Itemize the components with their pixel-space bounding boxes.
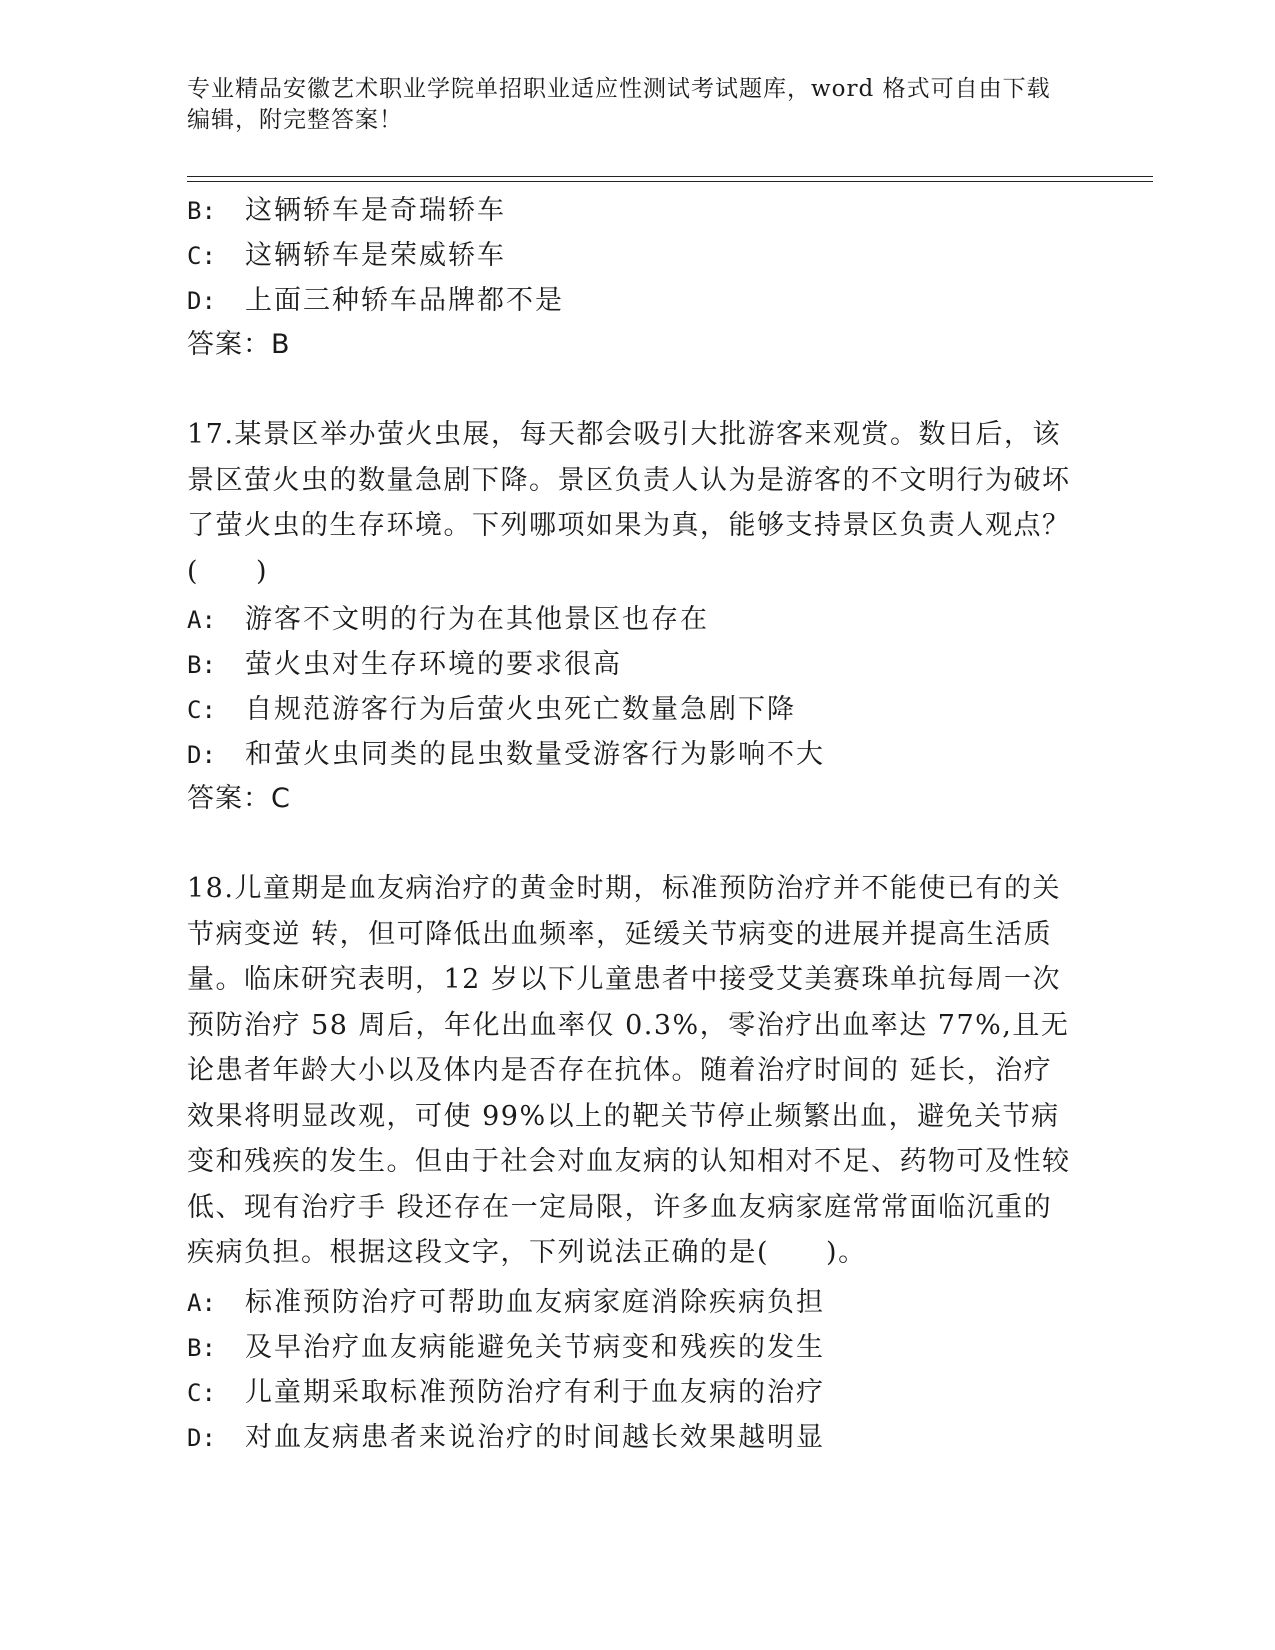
option-key: B: (187, 651, 216, 679)
option-text: 自规范游客行为后萤火虫死亡数量急剧下降 (245, 694, 796, 725)
option-key: D: (187, 287, 216, 315)
option-text: 萤火虫对生存环境的要求很高 (245, 649, 622, 680)
q17-option-d (187, 732, 825, 778)
option-key: B: (187, 1334, 216, 1362)
option-text: 及早治疗血友病能避免关节病变和残疾的发生 (245, 1332, 825, 1363)
option-key: A: (187, 606, 216, 634)
option-text: 标准预防治疗可帮助血友病家庭消除疾病负担 (245, 1287, 825, 1318)
q18-option-b (187, 1325, 825, 1371)
option-text: 这辆轿车是奇瑞轿车 (245, 195, 506, 226)
q17-option-c (187, 687, 796, 733)
option-key: C: (187, 1379, 216, 1407)
option-key: D: (187, 741, 216, 769)
option-key: C: (187, 242, 216, 270)
q17-stem: 17.某景区举办萤火虫展，每天都会吸引大批游客来观赏。数日后，该景区萤火虫的数量急剧下降。景区负责人认为是游客的不文明行为破坏了萤火虫的生存环境。下列哪项如果为真，能够支持景区负责人观点？( ) (187, 419, 1071, 587)
q16-option-b (187, 188, 506, 234)
header-rule-top (187, 176, 1153, 177)
option-text: 和萤火虫同类的昆虫数量受游客行为影响不大 (245, 739, 825, 770)
option-text: 对血友病患者来说治疗的时间越长效果越明显 (245, 1422, 825, 1453)
q18-option-d (187, 1415, 825, 1461)
header-rule-bottom (187, 181, 1153, 182)
q16-option-d (187, 278, 564, 324)
option-key: A: (187, 1289, 216, 1317)
q17-option-a (187, 597, 709, 643)
option-text: 这辆轿车是荣威轿车 (245, 240, 506, 271)
q18-option-a (187, 1280, 825, 1326)
option-key: D: (187, 1424, 216, 1452)
option-key: C: (187, 696, 216, 724)
q18-stem: 18.儿童期是血友病治疗的黄金时期，标准预防治疗并不能使已有的关节病变逆 转，但可降低出血频率，延缓关节病变的进展并提高生活质量。临床研究表明，12 岁以下儿童患者中接受艾美赛珠单抗每周一次预防治疗 58 周后，年化出血率仅 0.3%，零治疗出血率达 77%,且无论患者年龄大小以及体内是否存在抗体。随着治疗时间的 延长，治疗效果将明显改观，可使 99%以上的靶关节停止频繁出血，避免关节病变和残疾的发生。但由于社会对血友病的认知相对不足、药物可及性较低、现有治疗手 段还存在一定局限，许多血友病家庭常常面临沉重的疾病负担。根据这段文字，下列说法正确的是( )。 (187, 873, 1071, 1268)
q16-option-c (187, 233, 506, 279)
page-header: 专业精品安徽艺术职业学院单招职业适应性测试考试题库，word 格式可自由下载编辑，附完整答案！ (187, 76, 1051, 133)
q18-option-c (187, 1370, 825, 1416)
q16-answer: 答案：B (187, 329, 291, 360)
q17-option-b (187, 642, 622, 688)
option-text: 儿童期采取标准预防治疗有利于血友病的治疗 (245, 1377, 825, 1408)
option-text: 上面三种轿车品牌都不是 (245, 285, 564, 316)
option-text: 游客不文明的行为在其他景区也存在 (245, 604, 709, 635)
q17-answer: 答案：C (187, 783, 291, 814)
option-key: B: (187, 197, 216, 225)
